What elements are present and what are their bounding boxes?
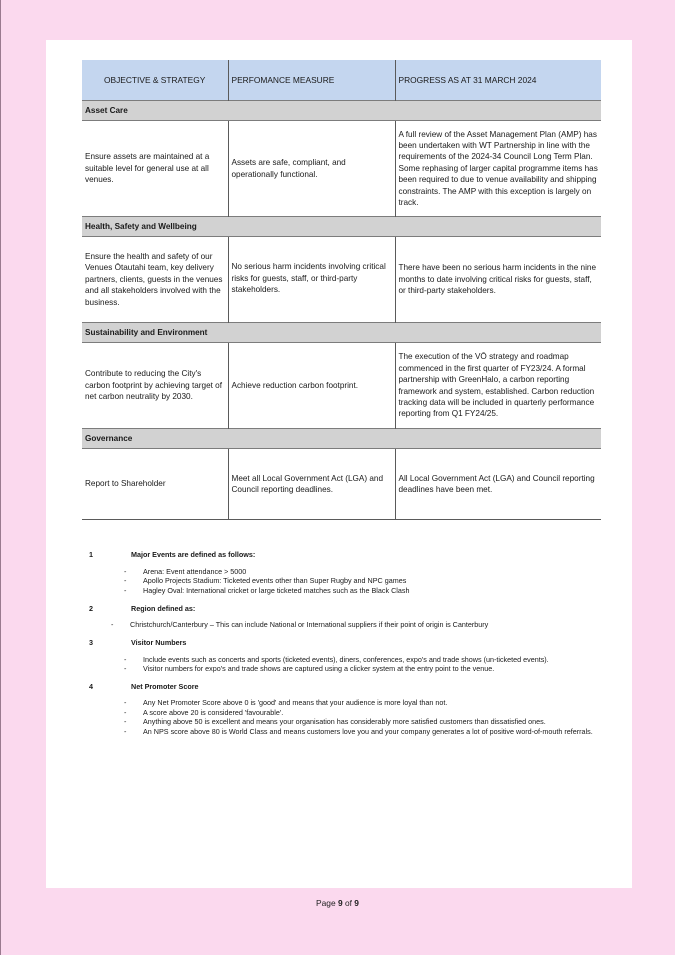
footnote-1 [82, 549, 601, 595]
measure-cell: No serious harm incidents involving critical risks for guests, staff, or third-party stakeholders. [228, 237, 395, 323]
progress-cell: A full review of the Asset Management Plan (AMP) has been undertaken with WT Partnership in line with the requirements of the 2024-34 Council Long Term Plan. Some rephasing of larger capital programme items has been required to due to venue availability and shipping constraints. The AMP with this exception is largely on track. [398, 129, 598, 208]
footnote-number: 3 [89, 637, 93, 647]
list-item: - Include events such as concerts and sports (ticketed events), diners, conferences, expo's and trade shows (un-ticketed events). [82, 655, 601, 664]
list-item: - Visitor numbers for expo's and trade shows are captured using a clicker system at the entry point to the venue. [82, 664, 601, 673]
section-title: Asset Care [82, 101, 601, 121]
page-number [0, 898, 675, 908]
page-label: Page [316, 898, 336, 908]
footnote-number: 2 [89, 603, 93, 613]
objective-cell: Contribute to reducing the City's carbon footprint by achieving target of net carbon neutrality by 2030. [82, 343, 228, 429]
page-current: 9 [337, 898, 343, 908]
list-item: - Any Net Promoter Score above 0 is 'good' and means that your audience is more loyal than not. [82, 698, 601, 707]
section-title: Governance [82, 429, 601, 449]
footnote-number: 1 [89, 550, 93, 560]
section-title: Sustainability and Environment [82, 323, 601, 343]
header-objective: OBJECTIVE & STRATEGY [82, 60, 228, 101]
footnote-number: 4 [89, 681, 93, 691]
document-page [46, 40, 632, 888]
table-row [82, 237, 601, 323]
measure-cell: Assets are safe, compliant, and operationally functional. [228, 121, 395, 217]
header-measure: PERFOMANCE MEASURE [228, 60, 395, 101]
progress-cell: The execution of the VŌ strategy and roadmap commenced in the first quarter of FY23/24. A formal partnership with GreenHalo, a carbon reporting framework and system, established. Carbon reduction tracking data will be included in quarterly performance reporting from Q1 FY24/25. [398, 352, 595, 419]
list-item: - An NPS score above 80 is World Class and means customers love you and your company generates a lot of positive word-of-mouth referrals. [82, 727, 601, 736]
footnote-4 [82, 680, 601, 736]
table-row [82, 449, 601, 520]
progress-cell: There have been no serious harm incidents in the nine months to date involving critical risks for guests, staff, or third-party stakeholders. [398, 263, 597, 296]
section-title: Health, Safety and Wellbeing [82, 217, 601, 237]
list-item: - Christchurch/Canterbury – This can include National or International suppliers if their point of origin is Canterbury [82, 620, 601, 629]
table-row [82, 121, 601, 217]
objective-cell: Ensure the health and safety of our Venues Ōtautahi team, key delivery partners, clients, guests in the venues and all stakeholders involved with the business. [82, 237, 228, 323]
table-header-row [82, 60, 601, 101]
list-item: - A score above 20 is considered 'favourable'. [82, 708, 601, 717]
footnote-2 [82, 602, 601, 629]
list-item: - Hagley Oval: International cricket or large ticketed matches such as the Black Clash [82, 586, 601, 595]
page-total: 9 [354, 898, 359, 908]
table-row [82, 343, 601, 429]
footnote-title: Visitor Numbers [131, 637, 187, 647]
list-item: - Anything above 50 is excellent and means your organisation has considerably more satisfied customers than dissatisfied ones. [82, 717, 601, 726]
section-row-governance [82, 429, 601, 449]
section-row-health-safety [82, 217, 601, 237]
list-item: - Arena: Event attendance > 5000 [82, 567, 601, 576]
section-row-asset-care [82, 101, 601, 121]
objective-cell: Ensure assets are maintained at a suitable level for general use at all venues. [82, 121, 228, 217]
page-edge-line [0, 0, 1, 955]
footnote-title: Region defined as: [131, 603, 196, 613]
measure-cell: Meet all Local Government Act (LGA) and Council reporting deadlines. [228, 449, 395, 520]
footnote-3 [82, 637, 601, 674]
list-item: - Apollo Projects Stadium: Ticketed events other than Super Rugby and NPC games [82, 576, 601, 585]
measure-cell: Achieve reduction carbon footprint. [228, 343, 395, 429]
section-row-sustainability [82, 323, 601, 343]
performance-table [82, 60, 601, 520]
page-of: of [344, 898, 352, 908]
objective-cell: Report to Shareholder [82, 449, 228, 520]
footnotes [82, 549, 601, 743]
footnote-title: Net Promoter Score [131, 681, 199, 691]
header-progress: PROGRESS AS AT 31 MARCH 2024 [395, 60, 601, 101]
footnote-title: Major Events are defined as follows: [131, 550, 256, 560]
progress-cell: All Local Government Act (LGA) and Council reporting deadlines have been met. [395, 449, 601, 520]
